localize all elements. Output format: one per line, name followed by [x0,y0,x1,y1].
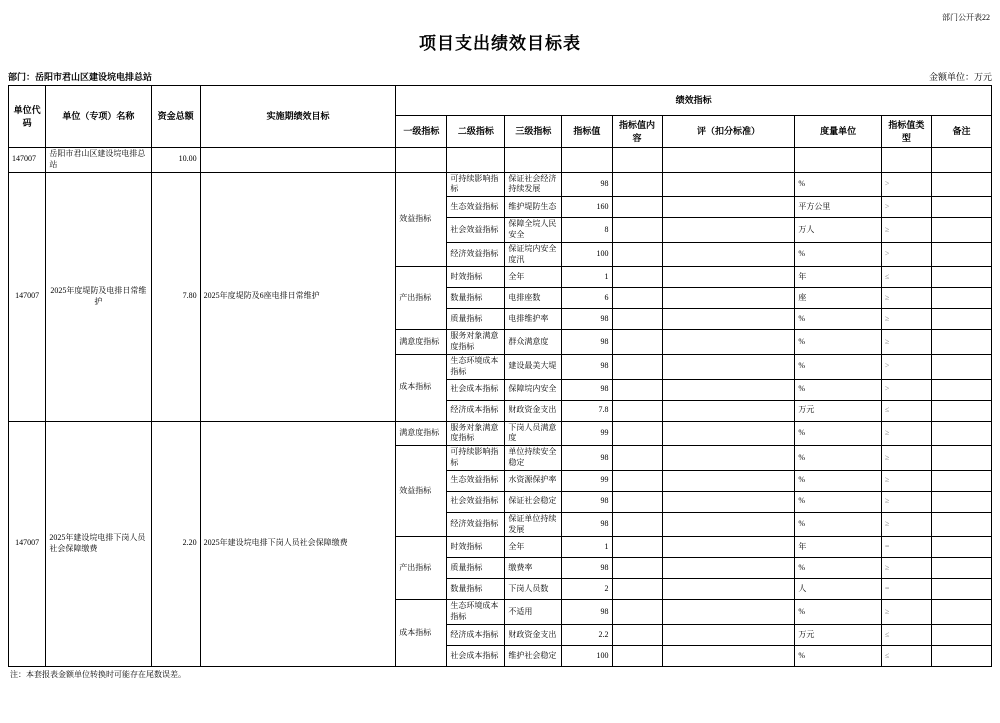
level3-cell: 保障垸内安全 [505,379,562,400]
level3-cell: 下岗人员数 [505,579,562,600]
remark-cell [931,242,991,267]
col-header-unit-code: 单位代码 [9,86,46,148]
value-type-cell: ≥ [881,600,931,625]
project-row [9,172,992,197]
value-type-cell: ≥ [881,218,931,243]
level2-cell: 数量指标 [447,579,505,600]
value-content-cell [612,354,662,379]
level3-cell: 建设最美大堤 [505,354,562,379]
remark-cell [931,645,991,666]
level1-cell [396,148,447,173]
remark-cell [931,197,991,218]
value-content-cell [612,330,662,355]
unit-code-cell: 147007 [9,148,46,173]
unit-measure-cell: % [795,470,882,491]
col-header-total-fund: 资金总额 [151,86,200,148]
value-type-cell: > [881,197,931,218]
value-content-cell [612,624,662,645]
value-type-cell: ≥ [881,421,931,446]
level2-cell: 经济成本指标 [447,400,505,421]
unit-measure-cell [795,148,882,173]
value-type-cell: ≥ [881,512,931,537]
col-header-measure-unit: 度量单位 [795,116,882,148]
value-cell: 160 [562,197,612,218]
level3-cell [505,148,562,173]
unit-name-cell: 2025年度堤防及电排日常维护 [46,172,151,421]
score-standard-cell [662,218,795,243]
footer-note: 注：本套报表金额单位转换时可能存在尾数误差。 [10,669,186,679]
project-row [9,421,992,446]
col-header-level2: 二级指标 [447,116,505,148]
remark-cell [931,400,991,421]
value-cell: 98 [562,379,612,400]
level2-cell: 可持续影响指标 [447,446,505,471]
department-label: 部门：岳阳市君山区建设垸电排总站 [8,72,153,82]
value-content-cell [612,148,662,173]
unit-measure-cell: 年 [795,537,882,558]
level3-cell: 缴费率 [505,558,562,579]
level2-cell: 社会成本指标 [447,645,505,666]
value-type-cell: = [881,579,931,600]
unit-measure-cell: % [795,446,882,471]
target-cell: 2025年建设垸电排下岗人员社会保障缴费 [200,421,396,666]
value-type-cell: = [881,537,931,558]
value-cell: 1 [562,267,612,288]
value-content-cell [612,421,662,446]
unit-measure-cell: % [795,330,882,355]
table-body [9,148,992,667]
value-cell: 100 [562,645,612,666]
level3-cell: 保障全垸人民安全 [505,218,562,243]
header-row-top [9,86,992,116]
score-standard-cell [662,354,795,379]
level2-cell: 社会效益指标 [447,218,505,243]
value-cell: 98 [562,558,612,579]
remark-cell [931,267,991,288]
score-standard-cell [662,537,795,558]
level3-cell: 不适用 [505,600,562,625]
amount-cell: 2.20 [151,421,200,666]
value-type-cell: ≥ [881,288,931,309]
level1-cell: 产出指标 [396,537,447,600]
unit-measure-cell: % [795,242,882,267]
unit-code-cell: 147007 [9,172,46,421]
remark-cell [931,379,991,400]
score-standard-cell [662,624,795,645]
level1-cell: 产出指标 [396,267,447,330]
value-content-cell [612,512,662,537]
level2-cell: 生态环境成本指标 [447,600,505,625]
remark-cell [931,288,991,309]
value-cell: 98 [562,330,612,355]
value-cell: 8 [562,218,612,243]
amount-unit-label: 金额单位：万元 [928,72,992,82]
value-content-cell [612,579,662,600]
value-type-cell: ≥ [881,470,931,491]
value-type-cell: ≤ [881,624,931,645]
remark-cell [931,354,991,379]
level1-cell: 成本指标 [396,354,447,421]
target-cell [200,148,396,173]
value-content-cell [612,600,662,625]
value-cell: 1 [562,537,612,558]
level2-cell [447,148,505,173]
remark-cell [931,330,991,355]
value-content-cell [612,288,662,309]
level2-cell: 经济效益指标 [447,512,505,537]
value-type-cell [881,148,931,173]
level2-cell: 质量指标 [447,558,505,579]
remark-cell [931,446,991,471]
value-cell: 99 [562,470,612,491]
col-header-value-content: 指标值内容 [612,116,662,148]
value-type-cell: ≤ [881,645,931,666]
value-content-cell [612,242,662,267]
level2-cell: 数量指标 [447,288,505,309]
performance-target-table [8,85,992,667]
target-cell: 2025年度堤防及6座电排日常维护 [200,172,396,421]
level3-cell: 群众满意度 [505,330,562,355]
level3-cell: 电排维护率 [505,309,562,330]
level3-cell: 水资源保护率 [505,470,562,491]
unit-measure-cell: % [795,558,882,579]
level2-cell: 时效指标 [447,537,505,558]
level2-cell: 经济成本指标 [447,624,505,645]
value-content-cell [612,309,662,330]
value-content-cell [612,446,662,471]
unit-measure-cell: 人 [795,579,882,600]
value-cell: 98 [562,600,612,625]
score-standard-cell [662,600,795,625]
value-cell: 2.2 [562,624,612,645]
value-cell: 7.8 [562,400,612,421]
value-type-cell: ≥ [881,558,931,579]
value-cell: 98 [562,446,612,471]
level3-cell: 维护堤防生态 [505,197,562,218]
unit-name-cell: 岳阳市君山区建设垸电排总站 [46,148,151,173]
level3-cell: 维护社会稳定 [505,645,562,666]
level1-cell: 满意度指标 [396,421,447,446]
amount-cell: 10.00 [151,148,200,173]
unit-measure-cell: 年 [795,267,882,288]
value-content-cell [612,537,662,558]
value-cell: 98 [562,309,612,330]
level2-cell: 服务对象满意度指标 [447,421,505,446]
level3-cell: 财政资金支出 [505,400,562,421]
level2-cell: 可持续影响指标 [447,172,505,197]
remark-cell [931,218,991,243]
value-content-cell [612,218,662,243]
level2-cell: 经济效益指标 [447,242,505,267]
level2-cell: 生态环境成本指标 [447,354,505,379]
page-title: 项目支出绩效目标表 [419,34,581,53]
score-standard-cell [662,579,795,600]
score-standard-cell [662,267,795,288]
score-standard-cell [662,172,795,197]
score-standard-cell [662,512,795,537]
value-content-cell [612,400,662,421]
level3-cell: 单位持续安全稳定 [505,446,562,471]
level3-cell: 全年 [505,537,562,558]
value-type-cell: > [881,172,931,197]
score-standard-cell [662,400,795,421]
remark-cell [931,148,991,173]
value-cell: 99 [562,421,612,446]
score-standard-cell [662,309,795,330]
col-header-remark: 备注 [931,116,991,148]
value-cell: 100 [562,242,612,267]
level1-cell: 效益指标 [396,172,447,267]
value-type-cell: > [881,379,931,400]
value-content-cell [612,172,662,197]
unit-measure-cell: 座 [795,288,882,309]
remark-cell [931,600,991,625]
score-standard-cell [662,330,795,355]
level3-cell: 保证社会经济持续发展 [505,172,562,197]
remark-cell [931,309,991,330]
unit-measure-cell: 万元 [795,624,882,645]
level3-cell: 保证单位持续发展 [505,512,562,537]
level2-cell: 生态效益指标 [447,470,505,491]
col-header-level1: 一级指标 [396,116,447,148]
value-type-cell: > [881,354,931,379]
unit-measure-cell: % [795,309,882,330]
value-cell: 6 [562,288,612,309]
col-header-level3: 三级指标 [505,116,562,148]
unit-name-cell: 2025年建设垸电排下岗人员社会保障缴费 [46,421,151,666]
level2-cell: 服务对象满意度指标 [447,330,505,355]
score-standard-cell [662,491,795,512]
level3-cell: 下岗人员满意度 [505,421,562,446]
remark-cell [931,537,991,558]
value-content-cell [612,267,662,288]
remark-cell [931,624,991,645]
unit-measure-cell: % [795,600,882,625]
value-type-cell: ≥ [881,491,931,512]
value-cell: 2 [562,579,612,600]
level1-cell: 成本指标 [396,600,447,667]
value-cell: 98 [562,172,612,197]
remark-cell [931,579,991,600]
unit-measure-cell: 平方公里 [795,197,882,218]
level1-cell: 满意度指标 [396,330,447,355]
score-standard-cell [662,470,795,491]
col-header-unit-name: 单位（专项）名称 [46,86,151,148]
value-type-cell: ≤ [881,267,931,288]
value-type-cell: ≥ [881,309,931,330]
value-cell: 98 [562,512,612,537]
col-header-score-standard: 评（扣分标准） [662,116,795,148]
level3-cell: 全年 [505,267,562,288]
unit-measure-cell: % [795,172,882,197]
value-content-cell [612,470,662,491]
unit-measure-cell: % [795,491,882,512]
form-number-label: 部门公开表22 [942,13,990,22]
amount-cell: 7.80 [151,172,200,421]
project-row [9,148,992,173]
score-standard-cell [662,446,795,471]
value-type-cell: ≥ [881,330,931,355]
score-standard-cell [662,197,795,218]
level3-cell: 保证垸内安全度汛 [505,242,562,267]
value-type-cell: ≥ [881,446,931,471]
level2-cell: 质量指标 [447,309,505,330]
unit-measure-cell: 万元 [795,400,882,421]
unit-measure-cell: % [795,379,882,400]
level1-cell: 效益指标 [396,446,447,537]
col-header-value: 指标值 [562,116,612,148]
value-content-cell [612,197,662,218]
value-content-cell [612,558,662,579]
remark-cell [931,172,991,197]
col-header-period-target: 实施期绩效目标 [200,86,396,148]
value-type-cell: > [881,242,931,267]
score-standard-cell [662,421,795,446]
score-standard-cell [662,379,795,400]
value-type-cell: ≤ [881,400,931,421]
score-standard-cell [662,148,795,173]
score-standard-cell [662,558,795,579]
value-content-cell [612,379,662,400]
level3-cell: 保证社会稳定 [505,491,562,512]
unit-measure-cell: % [795,421,882,446]
col-header-performance-group: 绩效指标 [396,86,992,116]
level2-cell: 社会效益指标 [447,491,505,512]
unit-measure-cell: % [795,645,882,666]
remark-cell [931,558,991,579]
unit-measure-cell: % [795,354,882,379]
unit-measure-cell: 万人 [795,218,882,243]
level2-cell: 时效指标 [447,267,505,288]
score-standard-cell [662,288,795,309]
remark-cell [931,491,991,512]
value-content-cell [612,491,662,512]
level2-cell: 生态效益指标 [447,197,505,218]
remark-cell [931,421,991,446]
unit-code-cell: 147007 [9,421,46,666]
value-cell: 98 [562,354,612,379]
value-cell [562,148,612,173]
level2-cell: 社会成本指标 [447,379,505,400]
level3-cell: 电排座数 [505,288,562,309]
score-standard-cell [662,242,795,267]
remark-cell [931,512,991,537]
col-header-value-type: 指标值类型 [881,116,931,148]
unit-measure-cell: % [795,512,882,537]
value-content-cell [612,645,662,666]
level3-cell: 财政资金支出 [505,624,562,645]
value-cell: 98 [562,491,612,512]
meta-row [8,70,992,85]
remark-cell [931,470,991,491]
score-standard-cell [662,645,795,666]
